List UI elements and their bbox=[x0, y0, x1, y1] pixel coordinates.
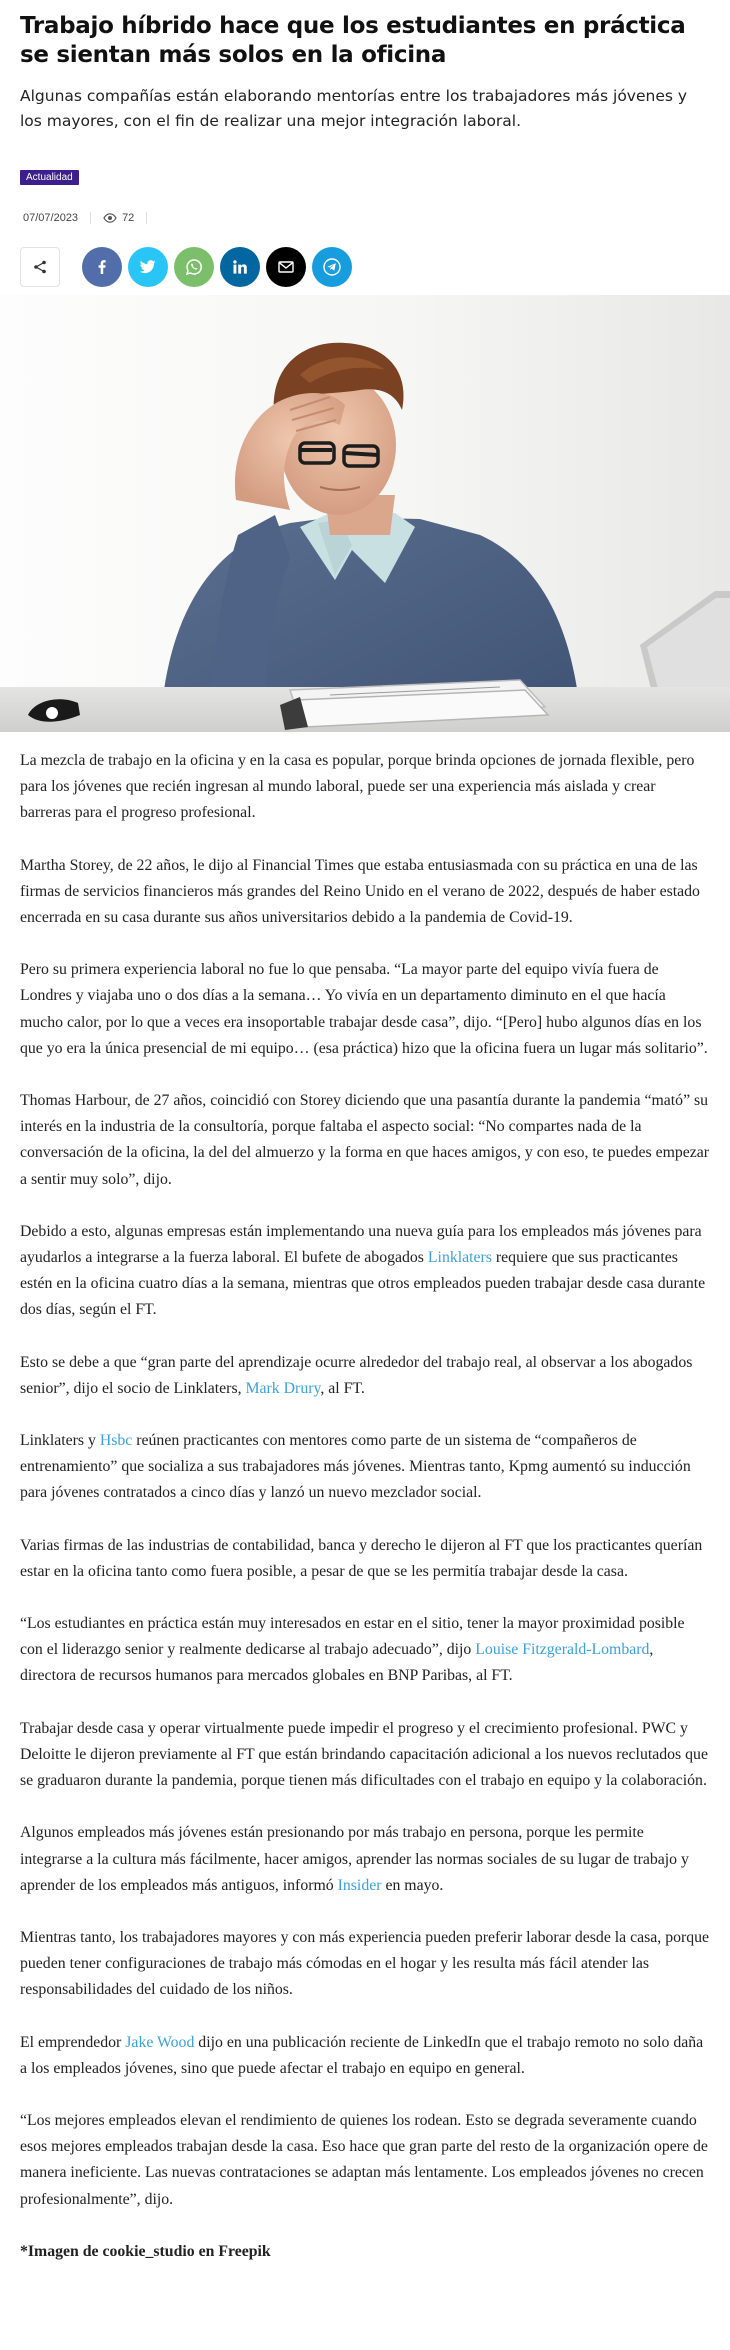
link-hsbc[interactable]: Hsbc bbox=[99, 1432, 133, 1450]
linkedin-icon bbox=[233, 260, 247, 274]
meta-divider bbox=[146, 212, 147, 224]
article-body bbox=[20, 748, 710, 2291]
paragraph: Mientras tanto, los trabajadores mayores y con más experiencia pueden preferir laborar desde la casa, porque pueden tener configuraciones de trabajo más cómodas en el hogar y les resulta más fácil atender las responsabilidades del cuidado de los niños. bbox=[20, 1928, 710, 1999]
paragraph: “Los estudiantes en práctica están muy interesados en estar en el sitio, tener la mayor proximidad posible con el liderazgo senior y realmente dedicarse al trabajo adecuado”, dijo Louise Fitzgerald-Lombard, directora de recursos humanos para mercados globales en BNP Paribas, al FT. bbox=[20, 1615, 685, 1685]
linkedin-share-button[interactable] bbox=[220, 247, 260, 287]
email-icon bbox=[278, 261, 294, 273]
publish-date: 07/07/2023 bbox=[23, 212, 79, 224]
view-count: 72 bbox=[122, 212, 135, 224]
article-meta bbox=[20, 210, 710, 226]
paragraph: Esto se debe a que “gran parte del aprendizaje ocurre alrededor del trabajo real, al observar a los abogados senior”, dijo el socio de Linklaters, Mark Drury, al FT. bbox=[20, 1353, 693, 1397]
facebook-icon bbox=[98, 260, 106, 274]
paragraph: Thomas Harbour, de 27 años, coincidió con Storey diciendo que una pasantía durante la pandemia “mató” su interés en la industria de la consultoría, porque faltaba el aspecto social: “No compartes nada de la conversación de la oficina, la del del almuerzo y la forma en que haces amigos, y con eso, te puedes empezar a sentir muy solo”, dijo. bbox=[20, 1092, 710, 1188]
email-share-button[interactable] bbox=[266, 247, 306, 287]
share-bar bbox=[20, 247, 710, 287]
link-mark-drury[interactable]: Mark Drury bbox=[245, 1379, 321, 1397]
telegram-share-button[interactable] bbox=[312, 247, 352, 287]
link-linklaters[interactable]: Linklaters bbox=[427, 1249, 492, 1267]
paragraph: La mezcla de trabajo en la oficina y en la casa es popular, porque brinda opciones de jornada flexible, pero para los jóvenes que recién ingresan al mundo laboral, puede ser una experiencia más aislada y crear barreras para el progreso profesional. bbox=[20, 752, 695, 822]
paragraph: “Los mejores empleados elevan el rendimiento de quienes los rodean. Esto se degrada severamente cuando esos mejores empleados trabajan desde la casa. Eso hace que gran parte del resto de la organización opere de manera ineficiente. Las nuevas contrataciones se adaptan más lentamente. Los empleados jóvenes no crecen profesionalmente”, dijo. bbox=[20, 2111, 708, 2208]
paragraph: Pero su primera experiencia laboral no fue lo que pensaba. “La mayor parte del equipo vivía fuera de Londres y viajaba uno o dos días a la semana… Yo vivía en un departamento diminuto en el que hacía mucho calor, por lo que a veces era insoportable trabajar desde casa”, dijo. “[Pero] hubo algunos días en los que yo era la única presencial de mi equipo… (esa práctica) hizo que la oficina fuera un lugar más solitario”. bbox=[20, 961, 708, 1057]
link-louise-fitzgerald-lombard[interactable]: Louise Fitzgerald-Lombard bbox=[475, 1641, 650, 1659]
image-credit: *Imagen de cookie_studio en Freepik bbox=[20, 2242, 271, 2260]
paragraph: Trabajar desde casa y operar virtualmente puede impedir el progreso y el crecimiento profesional. PWC y Deloitte le dijeron previamente al FT que están brindando capacitación adicional a los nuevos reclutados que se graduaron durante la pandemia, porque tienen más dificultades con el trabajo en equipo y la colaboración. bbox=[20, 1719, 708, 1790]
whatsapp-icon bbox=[186, 259, 202, 275]
twitter-icon bbox=[140, 260, 156, 274]
article-title: Trabajo híbrido hace que los estudiantes en práctica se sientan más solos en la oficina bbox=[20, 13, 686, 68]
paragraph: Debido a esto, algunas empresas están implementando una nueva guía para los empleados más jóvenes para ayudarlos a integrarse a la fuerza laboral. El bufete de abogados Linklaters requiere que sus practicantes estén en la oficina cuatro días a la semana, mientras que otros empleados pueden trabajar desde casa durante dos días, según el FT. bbox=[20, 1222, 706, 1319]
paragraph: Martha Storey, de 22 años, le dijo al Financial Times que estaba entusiasmada con su práctica en una de las firmas de servicios financieros más grandes del Reino Unido en el verano de 2022, después de haber estado encerrada en su casa durante sus años universitarios debido a la pandemia de Covid-19. bbox=[20, 856, 700, 927]
link-insider[interactable]: Insider bbox=[337, 1876, 382, 1894]
telegram-icon bbox=[323, 258, 341, 276]
twitter-share-button[interactable] bbox=[128, 247, 168, 287]
share-icon bbox=[33, 260, 47, 274]
meta-divider bbox=[90, 212, 91, 224]
paragraph: Linklaters y Hsbc reúnen practicantes con mentores como parte de un sistema de “compañeros de entrenamiento” que socializa a sus trabajadores más jóvenes. Mientras tanto, Kpmg aumentó su inducción para jóvenes contratados a cinco días y lanzó un nuevo mezclador social. bbox=[20, 1432, 691, 1502]
paragraph: Algunos empleados más jóvenes están presionando por más trabajo en persona, porque les permite integrarse a la cultura más fácilmente, hacer amigos, aprender las normas sociales de su lugar de trabajo y aprender de los empleados más antiguos, informó Insider en mayo. bbox=[20, 1824, 689, 1894]
link-jake-wood[interactable]: Jake Wood bbox=[125, 2033, 195, 2051]
article-header bbox=[0, 0, 730, 287]
hero-image bbox=[0, 295, 730, 732]
share-button[interactable] bbox=[20, 247, 60, 287]
whatsapp-share-button[interactable] bbox=[174, 247, 214, 287]
facebook-share-button[interactable] bbox=[82, 247, 122, 287]
paragraph: El emprendedor Jake Wood dijo en una publicación reciente de LinkedIn que el trabajo remoto no solo daña a los empleados jóvenes, sino que puede afectar el trabajo en equipo en general. bbox=[20, 2033, 704, 2077]
article-subtitle: Algunas compañías están elaborando mentorías entre los trabajadores más jóvenes y los mayores, con el fin de realizar una mejor integración laboral. bbox=[20, 87, 688, 130]
paragraph: Varias firmas de las industrias de contabilidad, banca y derecho le dijeron al FT que los practicantes querían estar en la oficina tanto como fuera posible, a pesar de que se les permitía trabajar desde la casa. bbox=[20, 1536, 703, 1580]
category-badge[interactable]: Actualidad bbox=[20, 170, 79, 185]
eye-icon bbox=[103, 213, 117, 223]
